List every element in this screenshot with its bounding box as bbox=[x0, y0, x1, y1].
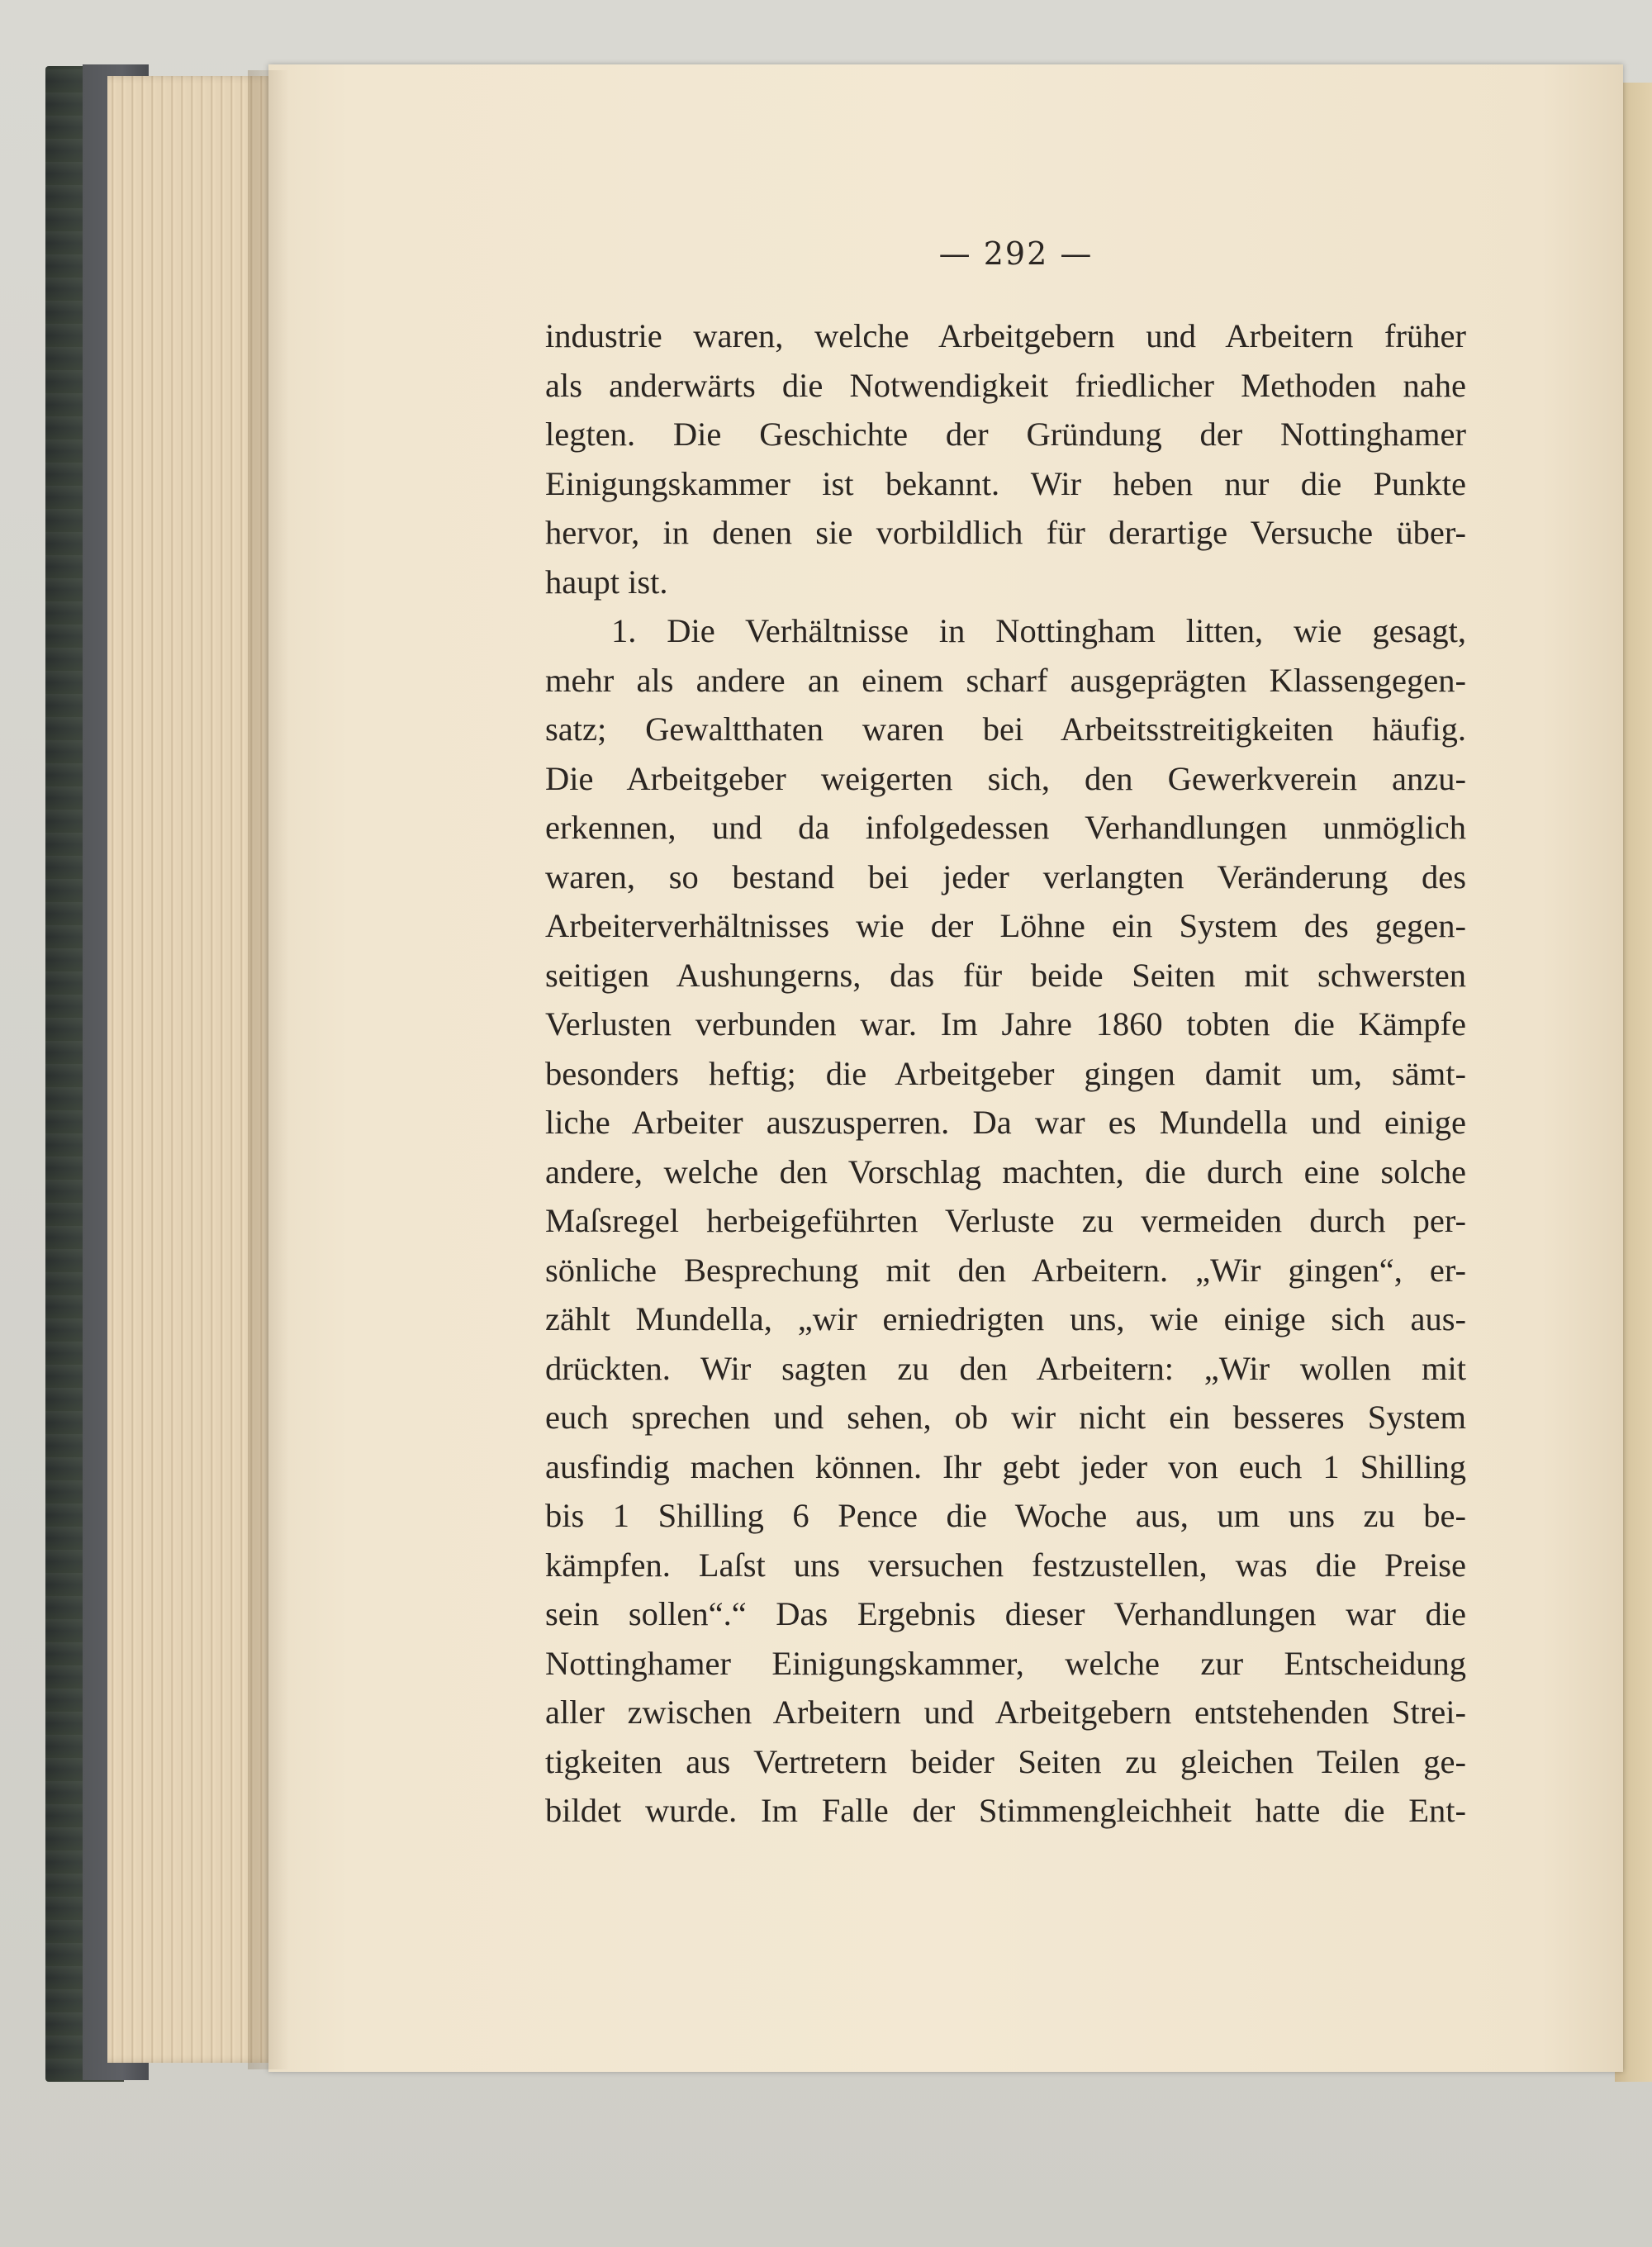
text-line: seitigen Aushungerns, das für beide Seiten mit schwersten bbox=[545, 956, 1466, 994]
text-line: Nottinghamer Einigungskammer, welche zur Entscheidung bbox=[545, 1644, 1466, 1682]
text-line: haupt ist. bbox=[545, 563, 668, 601]
text-line: liche Arbeiter auszusperren. Da war es Mundella und einige bbox=[545, 1104, 1466, 1141]
text-line: hervor, in denen sie vorbildlich für derartige Versuche über- bbox=[545, 514, 1466, 551]
text-line: waren, so bestand bei jeder verlangten Veränderung des bbox=[545, 857, 1466, 895]
text-line: satz; Gewaltthaten waren bei Arbeitsstreitigkeiten häufig. bbox=[545, 710, 1466, 748]
text-line: aller zwischen Arbeitern und Arbeitgebern entstehenden Strei- bbox=[545, 1694, 1466, 1731]
body-text bbox=[545, 311, 1466, 1836]
text-line: Maſsregel herbeigeführten Verluste zu vermeiden durch per- bbox=[545, 1202, 1466, 1239]
text-line: sönliche Besprechung mit den Arbeitern. „Wir gingen“, er- bbox=[545, 1251, 1466, 1289]
page-number: — 292 — bbox=[938, 235, 1094, 272]
text-line: andere, welche den Vorschlag machten, die durch eine solche bbox=[545, 1152, 1466, 1190]
text-line: Verlusten verbunden war. Im Jahre 1860 tobten die Kämpfe bbox=[545, 1005, 1466, 1043]
text-line: ausfindig machen können. Ihr gebt jeder von euch 1 Shilling bbox=[545, 1447, 1466, 1485]
text-line: als anderwärts die Notwendigkeit friedlicher Methoden nahe bbox=[545, 366, 1466, 404]
text-line: industrie waren, welche Arbeitgebern und Arbeitern früher bbox=[545, 317, 1466, 354]
text-line: erkennen, und da infolgedessen Verhandlungen unmöglich bbox=[545, 809, 1466, 846]
text-line: 1. Die Verhältnisse in Nottingham litten, wie gesagt, bbox=[611, 612, 1466, 649]
text-line: mehr als andere an einem scharf ausgeprägten Klassengegen- bbox=[545, 661, 1466, 699]
text-line: bis 1 Shilling 6 Pence die Woche aus, um uns zu be- bbox=[545, 1497, 1466, 1534]
text-line: tigkeiten aus Vertretern beider Seiten zu gleichen Teilen ge- bbox=[545, 1742, 1466, 1780]
text-line: Einigungskammer ist bekannt. Wir heben nur die Punkte bbox=[545, 464, 1466, 502]
text-line: sein sollen“.“ Das Ergebnis dieser Verhandlungen war die bbox=[545, 1595, 1466, 1632]
text-line: legten. Die Geschichte der Gründung der Nottinghamer bbox=[545, 416, 1466, 453]
text-line: euch sprechen und sehen, ob wir nicht ein besseres System bbox=[545, 1399, 1466, 1436]
text-line: kämpfen. Laſst uns versuchen festzustellen, was die Preise bbox=[545, 1546, 1466, 1584]
text-line: besonders heftig; die Arbeitgeber gingen damit um, sämt- bbox=[545, 1054, 1466, 1092]
text-line: bildet wurde. Im Falle der Stimmengleichheit hatte die Ent- bbox=[545, 1792, 1466, 1829]
text-line: drückten. Wir sagten zu den Arbeitern: „Wir wollen mit bbox=[545, 1349, 1466, 1387]
page-gutter bbox=[248, 70, 289, 2069]
text-line: Arbeiterverhältnisses wie der Löhne ein System des gegen- bbox=[545, 907, 1466, 944]
text-line: zählt Mundella, „wir erniedrigten uns, wie einige sich aus- bbox=[545, 1300, 1466, 1337]
text-line: Die Arbeitgeber weigerten sich, den Gewerkverein anzu- bbox=[545, 759, 1466, 797]
